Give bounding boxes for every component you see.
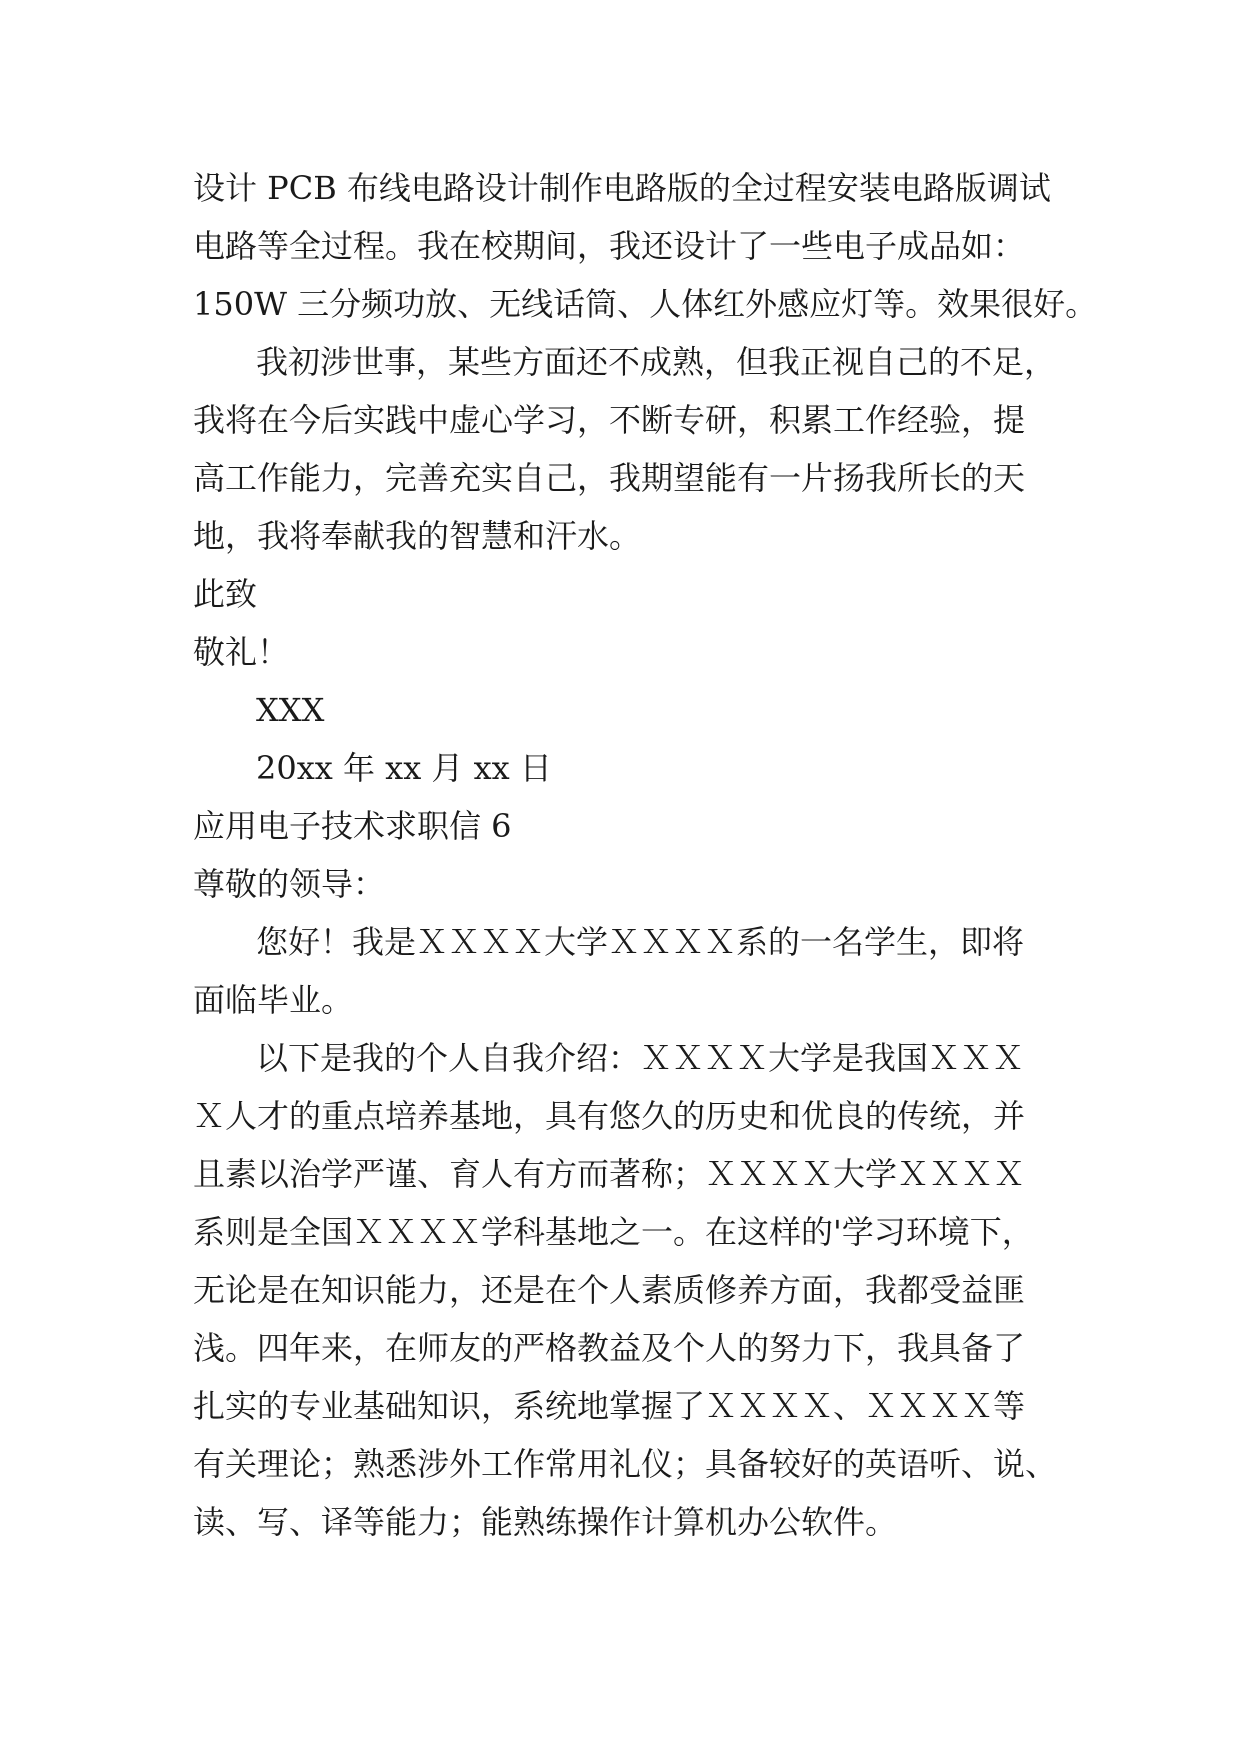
text-line: 设计 PCB 布线电路设计制作电路版的全过程安装电路版调试 xyxy=(193,169,1051,207)
text-line: 有关理论；熟悉涉外工作常用礼仪；具备较好的英语听、说、 xyxy=(193,1445,1058,1483)
text-line: 系则是全国ＸＸＸＸ学科基地之一。在这样的'学习环境下， xyxy=(193,1213,1034,1251)
closing-regards: 敬礼！ xyxy=(193,633,290,671)
greeting: 尊敬的领导： xyxy=(193,865,386,903)
text-line: 我初涉世事，某些方面还不成熟，但我正视自己的不足， xyxy=(256,343,1057,381)
text-line: 我将在今后实践中虚心学习，不断专研，积累工作经验，提 xyxy=(193,401,1026,439)
closing-salutation: 此致 xyxy=(193,575,258,613)
text-line: 浅。四年来，在师友的严格教益及个人的努力下，我具备了 xyxy=(193,1329,1026,1367)
text-line: 以下是我的个人自我介绍：ＸＸＸＸ大学是我国ＸＸＸ xyxy=(256,1039,1025,1077)
text-line: 无论是在知识能力，还是在个人素质修养方面，我都受益匪 xyxy=(193,1271,1026,1309)
text-line: 读、写、译等能力；能熟练操作计算机办公软件。 xyxy=(193,1503,898,1541)
text-line: 面临毕业。 xyxy=(193,981,354,1019)
text-line: Ｘ人才的重点培养基地，具有悠久的历史和优良的传统，并 xyxy=(193,1097,1026,1135)
signature-date: 20xx 年 xx 月 xx 日 xyxy=(256,749,552,787)
text-line: 电路等全过程。我在校期间，我还设计了一些电子成品如： xyxy=(193,227,1026,265)
text-line: 您好！我是ＸＸＸＸ大学ＸＸＸＸ系的一名学生，即将 xyxy=(256,923,1025,961)
text-line: 扎实的专业基础知识，系统地掌握了ＸＸＸＸ、ＸＸＸＸ等 xyxy=(193,1387,1026,1425)
section-title: 应用电子技术求职信 6 xyxy=(193,807,512,845)
text-line: 且素以治学严谨、育人有方而著称；ＸＸＸＸ大学ＸＸＸＸ xyxy=(193,1155,1026,1193)
text-line: 高工作能力，完善充实自己，我期望能有一片扬我所长的天 xyxy=(193,459,1026,497)
text-line: 150W 三分频功放、无线话筒、人体红外感应灯等。效果很好。 xyxy=(193,285,1098,323)
signature-name: XXX xyxy=(256,691,325,729)
text-line: 地，我将奉献我的智慧和汗水。 xyxy=(193,517,642,555)
